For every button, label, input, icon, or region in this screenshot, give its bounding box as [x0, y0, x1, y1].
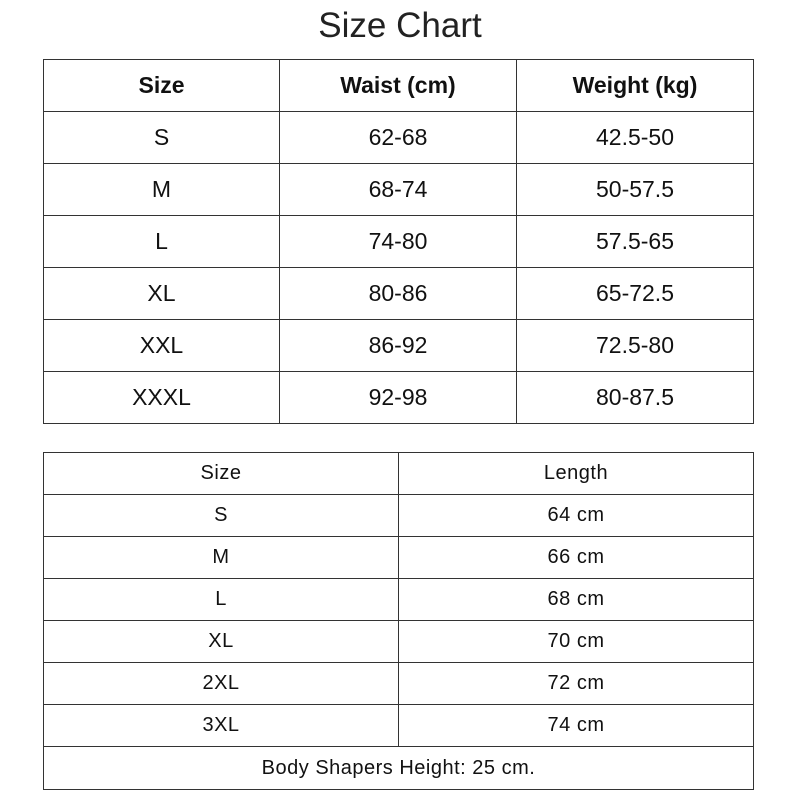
size-waist-weight-table — [43, 59, 754, 424]
length-cell: 74 cm — [399, 705, 754, 747]
size-cell: L — [44, 216, 280, 268]
weight-cell: 72.5-80 — [517, 320, 754, 372]
size-cell: XXL — [44, 320, 280, 372]
page-title: Size Chart — [318, 6, 482, 45]
length-cell: 64 cm — [399, 495, 754, 537]
table-note-row — [44, 747, 754, 790]
size-cell: S — [44, 495, 399, 537]
weight-cell: 50-57.5 — [517, 164, 754, 216]
table-header-row — [44, 453, 754, 495]
length-cell: 70 cm — [399, 621, 754, 663]
size-cell: XL — [44, 268, 280, 320]
waist-cell: 86-92 — [280, 320, 517, 372]
length-cell: 72 cm — [399, 663, 754, 705]
size-length-table — [43, 452, 754, 790]
waist-cell: 68-74 — [280, 164, 517, 216]
length-cell: 68 cm — [399, 579, 754, 621]
weight-cell: 80-87.5 — [517, 372, 754, 424]
table-row — [44, 112, 754, 164]
body-shaper-height-note: Body Shapers Height: 25 cm. — [44, 747, 754, 790]
header-waist: Waist (cm) — [280, 60, 517, 112]
table-row — [44, 216, 754, 268]
waist-cell: 74-80 — [280, 216, 517, 268]
table-row — [44, 663, 754, 705]
table-header-row — [44, 60, 754, 112]
table-row — [44, 320, 754, 372]
table-row — [44, 537, 754, 579]
waist-cell: 80-86 — [280, 268, 517, 320]
header-size: Size — [44, 60, 280, 112]
length-cell: 66 cm — [399, 537, 754, 579]
size-cell: M — [44, 537, 399, 579]
size-cell: L — [44, 579, 399, 621]
waist-cell: 62-68 — [280, 112, 517, 164]
table-row — [44, 268, 754, 320]
table-row — [44, 495, 754, 537]
table-row — [44, 372, 754, 424]
weight-cell: 57.5-65 — [517, 216, 754, 268]
weight-cell: 65-72.5 — [517, 268, 754, 320]
size-cell: 2XL — [44, 663, 399, 705]
weight-cell: 42.5-50 — [517, 112, 754, 164]
table-row — [44, 705, 754, 747]
table-row — [44, 164, 754, 216]
size-cell: 3XL — [44, 705, 399, 747]
header-length: Length — [399, 453, 754, 495]
size-cell: XL — [44, 621, 399, 663]
waist-cell: 92-98 — [280, 372, 517, 424]
table-row — [44, 579, 754, 621]
header-weight: Weight (kg) — [517, 60, 754, 112]
table-row — [44, 621, 754, 663]
size-cell: S — [44, 112, 280, 164]
header-size: Size — [44, 453, 399, 495]
size-cell: XXXL — [44, 372, 280, 424]
size-cell: M — [44, 164, 280, 216]
